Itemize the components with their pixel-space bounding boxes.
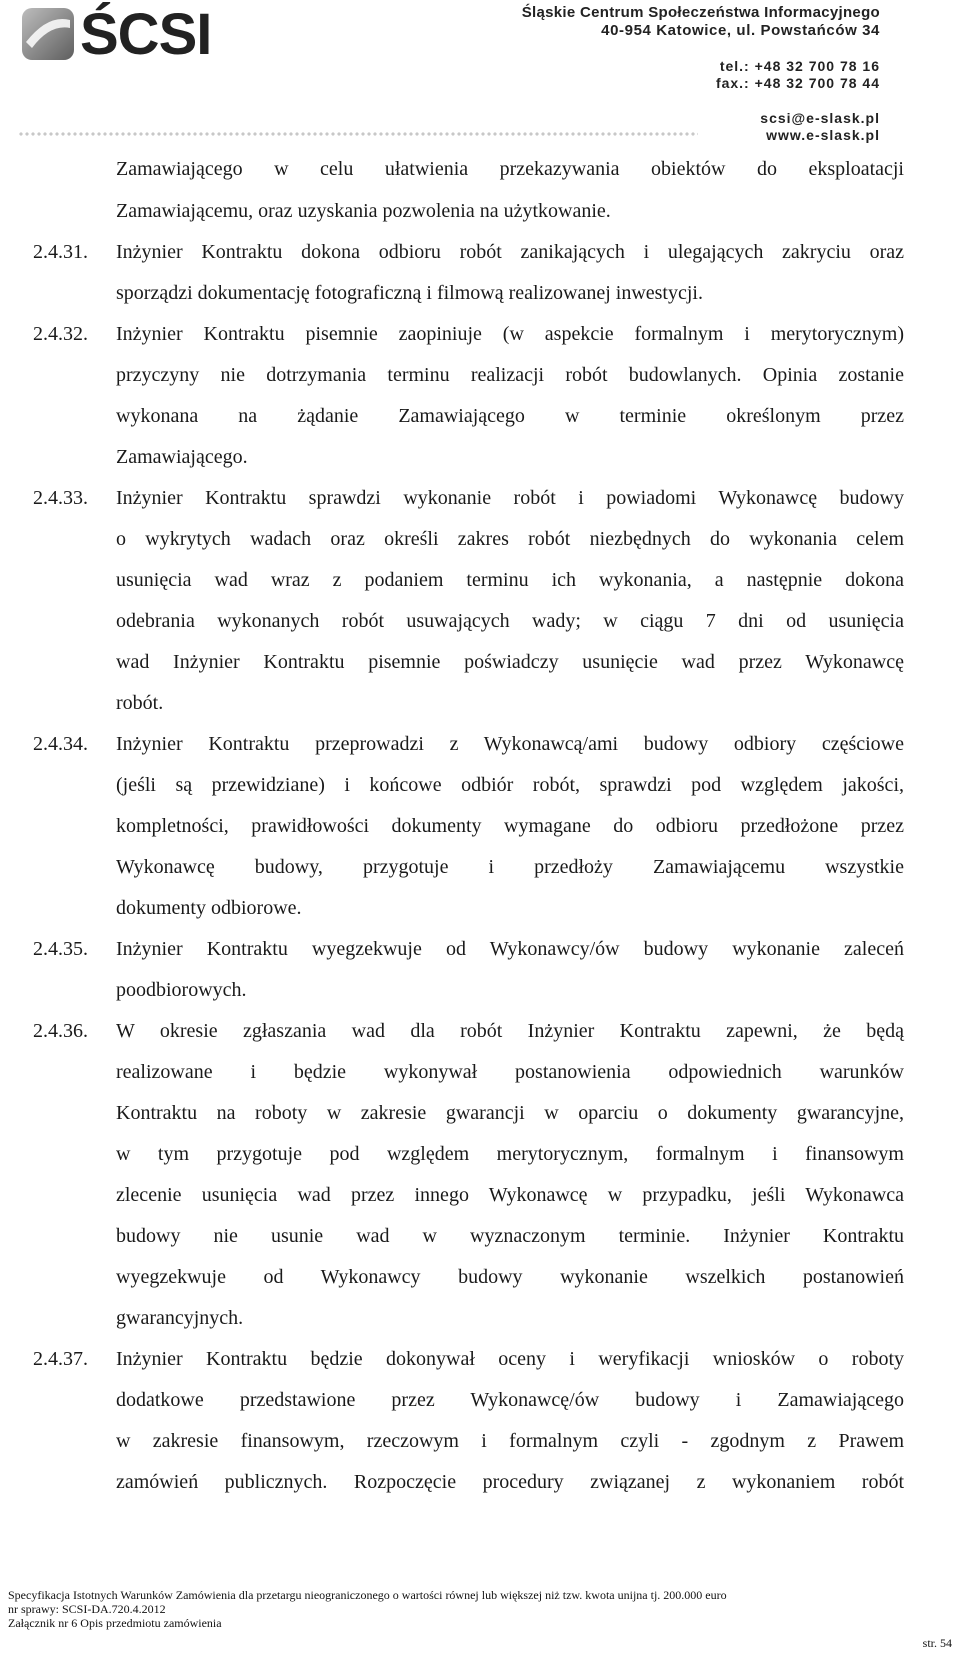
organization-block bbox=[522, 4, 880, 40]
text-line: kompletności, prawidłowości dokumenty wymagane do odbioru przedłożone przez bbox=[116, 815, 904, 837]
logo-wordmark: ŚCSI bbox=[80, 2, 212, 67]
text-line: w tym przygotuje pod względem merytorycznym, formalnym i finansowym bbox=[116, 1143, 904, 1165]
text-line: (jeśli są przewidziane) i końcowe odbiór robót, sprawdzi pod względem jakości, bbox=[116, 774, 904, 796]
text-line: Inżynier Kontraktu będzie dokonywał oceny i weryfikacji wniosków o roboty bbox=[116, 1348, 904, 1370]
website-address: www.e-slask.pl bbox=[766, 127, 880, 143]
text-line: Inżynier Kontraktu wyegzekwuje od Wykonawcy/ów budowy wykonanie zaleceń bbox=[116, 938, 904, 960]
text-line: Inżynier Kontraktu przeprowadzi z Wykonawcą/ami budowy odbiory częściowe bbox=[116, 733, 904, 755]
text-line: usunięcia wad wraz z podaniem terminu ich wykonania, a następnie dokona bbox=[116, 569, 904, 591]
email-address: scsi@e-slask.pl bbox=[760, 110, 880, 126]
letterhead bbox=[0, 0, 960, 150]
scsi-logo-icon bbox=[20, 6, 76, 62]
text-line: Inżynier Kontraktu pisemnie zaopiniuje (w aspekcie formalnym i merytorycznym) bbox=[116, 323, 904, 345]
section-number: 2.4.36. bbox=[33, 1020, 88, 1042]
text-line: wad Inżynier Kontraktu pisemnie poświadczy usunięcie wad przez Wykonawcę bbox=[116, 651, 904, 673]
phone-number: tel.: +48 32 700 78 16 bbox=[719, 58, 880, 74]
organization-address: 40-954 Katowice, ul. Powstańców 34 bbox=[601, 22, 880, 39]
text-line: zamówień publicznych. Rozpoczęcie procedury związanej z wykonaniem robót bbox=[116, 1471, 904, 1493]
section-number: 2.4.33. bbox=[33, 487, 88, 509]
dotted-divider bbox=[18, 132, 698, 136]
page-footer bbox=[8, 1588, 952, 1630]
section-number: 2.4.32. bbox=[33, 323, 88, 345]
text-line: gwarancyjnych. bbox=[116, 1307, 244, 1329]
text-line: Zamawiającemu, oraz uzyskania pozwolenia na użytkowanie. bbox=[116, 200, 611, 222]
footer-attachment: Załącznik nr 6 Opis przedmiotu zamówienia bbox=[8, 1616, 222, 1630]
contact-block bbox=[716, 58, 880, 144]
text-line: zlecenie usunięcia wad przez innego Wykonawcę w przypadku, jeśli Wykonawca bbox=[116, 1184, 904, 1206]
text-line: odebrania wykonanych robót usuwających wady; w ciągu 7 dni od usunięcia bbox=[116, 610, 904, 632]
text-line: wyegzekwuje od Wykonawcy budowy wykonanie wszelkich postanowień bbox=[116, 1266, 904, 1288]
section-number: 2.4.34. bbox=[33, 733, 88, 755]
text-line: dokumenty odbiorowe. bbox=[116, 897, 302, 919]
text-line: Wykonawcę budowy, przygotuje i przedłoży Zamawiającemu wszystkie bbox=[116, 856, 904, 878]
text-line: dodatkowe przedstawione przez Wykonawcę/ów budowy i Zamawiającego bbox=[116, 1389, 904, 1411]
text-line: sporządzi dokumentację fotograficzną i filmową realizowanej inwestycji. bbox=[116, 282, 703, 304]
text-line: poodbiorowych. bbox=[116, 979, 247, 1001]
text-line: W okresie zgłaszania wad dla robót Inżynier Kontraktu zapewni, że będą bbox=[116, 1020, 904, 1042]
text-line: robót. bbox=[116, 692, 164, 714]
section-number: 2.4.31. bbox=[33, 241, 88, 263]
fax-number: fax.: +48 32 700 78 44 bbox=[715, 75, 880, 91]
page-number: str. 54 bbox=[922, 1636, 952, 1650]
text-line: Inżynier Kontraktu dokona odbioru robót zanikających i ulegających zakryciu oraz bbox=[116, 241, 904, 263]
text-line: budowy nie usunie wad w wyznaczonym terminie. Inżynier Kontraktu bbox=[116, 1225, 904, 1247]
section-number: 2.4.37. bbox=[33, 1348, 88, 1370]
text-line: Kontraktu na roboty w zakresie gwarancji w oparciu o dokumenty gwarancyjne, bbox=[116, 1102, 904, 1124]
footer-case-number: nr sprawy: SCSI-DA.720.4.2012 bbox=[8, 1602, 166, 1616]
footer-spec-title: Specyfikacja Istotnych Warunków Zamówienia dla przetargu nieograniczonego o wartości równej lub większej niż tzw. kwota unijna tj. 200.000 euro bbox=[8, 1588, 727, 1602]
text-line: Zamawiającego. bbox=[116, 446, 248, 468]
text-line: przyczyny nie dotrzymania terminu realizacji robót budowlanych. Opinia zostanie bbox=[116, 364, 904, 386]
text-line: w zakresie finansowym, rzeczowym i formalnym czyli - zgodnym z Prawem bbox=[116, 1430, 904, 1452]
organization-name: Śląskie Centrum Społeczeństwa Informacyjnego bbox=[521, 4, 880, 21]
text-line: Zamawiającego w celu ułatwienia przekazywania obiektów do eksploatacji bbox=[116, 158, 904, 180]
text-line: realizowane i będzie wykonywał postanowienia odpowiednich warunków bbox=[116, 1061, 904, 1083]
text-line: o wykrytych wadach oraz określi zakres robót niezbędnych do wykonania celem bbox=[116, 528, 904, 550]
text-line: wykonana na żądanie Zamawiającego w terminie określonym przez bbox=[116, 405, 904, 427]
section-number: 2.4.35. bbox=[33, 938, 88, 960]
text-line: Inżynier Kontraktu sprawdzi wykonanie robót i powiadomi Wykonawcę budowy bbox=[116, 487, 904, 509]
